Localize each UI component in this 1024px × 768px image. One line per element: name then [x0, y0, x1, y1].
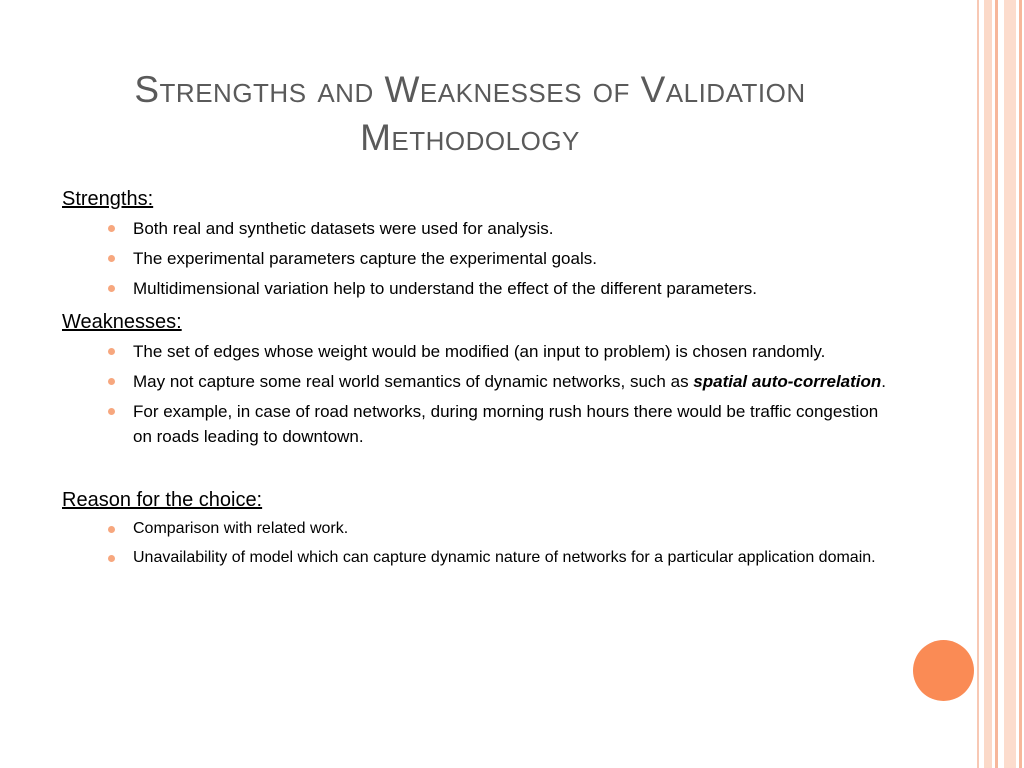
bullet-icon — [108, 378, 115, 385]
list-item-text: . — [881, 372, 887, 391]
bullet-icon — [108, 285, 115, 292]
strengths-list — [62, 216, 892, 301]
decorative-stripe — [995, 0, 998, 768]
reason-heading: Reason for the choice: — [62, 489, 263, 511]
decorative-stripe — [1004, 0, 1016, 768]
decorative-stripe — [977, 0, 979, 768]
list-item — [133, 276, 892, 301]
strengths-heading: Strengths: — [62, 188, 154, 210]
decorative-circle — [913, 640, 974, 701]
decorative-stripe — [984, 0, 992, 768]
list-item-text: May not capture some real world semantics of dynamic networks, such as — [133, 372, 694, 391]
list-item — [133, 339, 892, 364]
list-item — [133, 246, 892, 271]
bullet-icon — [108, 526, 115, 533]
list-item-text: For example, in case of road networks, during morning rush hours there would be traffic congestion on roads leading to downtown. — [133, 402, 879, 446]
list-item-text: Unavailability of model which can capture dynamic nature of networks for a particular application domain. — [133, 549, 876, 566]
bullet-icon — [108, 555, 115, 562]
list-item-text: The experimental parameters capture the experimental goals. — [133, 249, 597, 268]
bullet-icon — [108, 408, 115, 415]
emphasis-text: spatial auto-correlation — [693, 372, 882, 391]
list-item — [133, 517, 892, 541]
list-item-text: Comparison with related work. — [133, 520, 349, 537]
bullet-icon — [108, 225, 115, 232]
decorative-stripe — [1019, 0, 1022, 768]
weaknesses-heading: Weaknesses: — [62, 311, 182, 333]
list-item — [133, 216, 892, 241]
list-item — [133, 369, 892, 394]
list-item — [133, 546, 892, 570]
bullet-icon — [108, 255, 115, 262]
bullet-icon — [108, 348, 115, 355]
list-item-text: Both real and synthetic datasets were used for analysis. — [133, 219, 554, 238]
list-item-text: The set of edges whose weight would be modified (an input to problem) is chosen randomly. — [133, 342, 826, 361]
slide-title: Strengths and Weaknesses of Validation Methodology — [134, 69, 806, 158]
weaknesses-list — [62, 339, 892, 449]
slide-body — [62, 184, 892, 570]
list-item-text: Multidimensional variation help to understand the effect of the different parameters. — [133, 279, 758, 298]
list-item — [133, 399, 892, 449]
reason-list — [62, 517, 892, 570]
